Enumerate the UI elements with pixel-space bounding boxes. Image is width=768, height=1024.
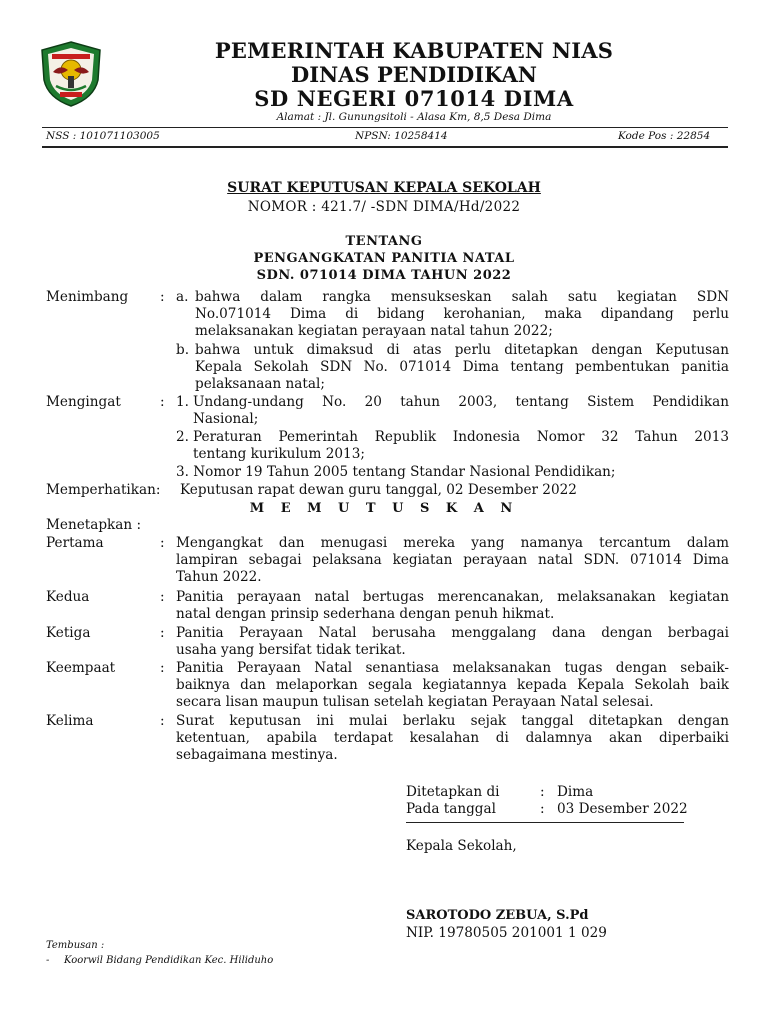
- document-title-text: SURAT KEPUTUSAN KEPALA SEKOLAH: [227, 180, 541, 196]
- document-title: [0, 180, 768, 196]
- ditetapkan-colon: :: [540, 784, 545, 800]
- document-number: NOMOR : 421.7/ -SDN DIMA/Hd/2022: [247, 199, 521, 215]
- kelima-line3: sebagaimana mestinya.: [176, 747, 338, 763]
- ketiga-line2: usaha yang bersifat tidak terikat.: [176, 642, 406, 658]
- mengingat-3-line: 3. Nomor 19 Tahun 2005 tentang Standar Nasional Pendidikan;: [176, 464, 616, 480]
- menimbang-colon: :: [160, 289, 165, 305]
- keempat-line2: baiknya dan melaporkan segala kegiatannya kepada Kepala Sekolah baik: [176, 677, 729, 693]
- tentang-subject: PENGANGKATAN PANITIA NATAL: [253, 251, 515, 266]
- header-school: SD NEGERI 071014 DIMA: [254, 86, 574, 111]
- keempat-colon: :: [160, 660, 165, 676]
- header-nss: NSS : 101071103005: [46, 130, 160, 142]
- menimbang-label: Menimbang: [46, 289, 129, 305]
- header-department: DINAS PENDIDIKAN: [291, 62, 537, 87]
- pertama-line2: lampiran sebagai pelaksana kegiatan perayaan natal SDN. 071014 Dima: [176, 552, 729, 568]
- menimbang-b-line1: bahwa untuk dimaksud di atas perlu ditetapkan dengan Keputusan: [195, 342, 729, 358]
- signature-role: Kepala Sekolah,: [406, 838, 517, 854]
- kedua-line2: natal dengan prinsip sederhana dengan penuh hikmat.: [176, 606, 555, 622]
- kedua-label: Kedua: [46, 589, 90, 605]
- ditetapkan-label: Ditetapkan di: [406, 784, 500, 800]
- kedua-colon: :: [160, 589, 165, 605]
- kelima-line1: Surat keputusan ini mulai berlaku sejak tanggal ditetapkan dengan: [176, 713, 729, 729]
- tentang-label: TENTANG: [345, 234, 423, 249]
- mengingat-colon: :: [160, 394, 165, 410]
- header-government: PEMERINTAH KABUPATEN NIAS: [214, 38, 614, 63]
- pertama-line1: Mengangkat dan menugasi mereka yang namanya tercantum dalam: [176, 535, 729, 551]
- menimbang-a-line1: bahwa dalam rangka mensukseskan salah satu kegiatan SDN: [195, 289, 729, 305]
- pertama-colon: :: [160, 535, 165, 551]
- mengingat-1-line1: Undang-undang No. 20 tahun 2003, tentang Sistem Pendidikan: [193, 394, 729, 410]
- header-address: Alamat : Jl. Gunungsitoli - Alasa Km, 8,5 Desa Dima: [276, 111, 552, 123]
- mengingat-label: Mengingat: [46, 394, 121, 410]
- mengingat-2-line2: tentang kurikulum 2013;: [193, 446, 365, 462]
- mengingat-1-line2: Nasional;: [193, 411, 259, 427]
- memutuskan-heading: M E M U T U S K A N: [249, 501, 519, 516]
- tanggal-colon: :: [540, 801, 545, 817]
- ketiga-colon: :: [160, 625, 165, 641]
- regency-emblem-icon: [38, 40, 104, 108]
- menimbang-b-marker: b.: [176, 342, 190, 358]
- header-rule-top: [42, 127, 728, 128]
- keempat-line1: Panitia Perayaan Natal senantiasa melaksanakan tugas dengan sebaik-: [176, 660, 729, 676]
- header-npsn: NPSN: 10258414: [355, 130, 448, 142]
- signature-name: SAROTODO ZEBUA, S.Pd: [406, 908, 589, 923]
- ketiga-label: Ketiga: [46, 625, 91, 641]
- mengingat-2-line1: Peraturan Pemerintah Republik Indonesia Nomor 32 Tahun 2013: [193, 429, 729, 445]
- tanggal-value: 03 Desember 2022: [557, 801, 688, 817]
- menetapkan-label: Menetapkan :: [46, 517, 142, 533]
- tembusan-dash: -: [46, 955, 50, 966]
- header-rule-bottom: [42, 146, 728, 148]
- menimbang-b-line3: pelaksanaan natal;: [195, 376, 325, 392]
- mengingat-1-marker: 1.: [176, 394, 189, 410]
- tembusan-label: Tembusan :: [46, 940, 105, 951]
- menimbang-a-line3: melaksanakan kegiatan perayaan natal tahun 2022;: [195, 323, 553, 339]
- ditetapkan-value: Dima: [557, 784, 594, 800]
- kelima-line2: ketentuan, apabila terdapat kesalahan di dalamnya akan diperbaiki: [176, 730, 729, 746]
- tentang-school-year: SDN. 071014 DIMA TAHUN 2022: [256, 268, 512, 283]
- pertama-label: Pertama: [46, 535, 104, 551]
- mengingat-2-marker: 2.: [176, 429, 189, 445]
- ketiga-line1: Panitia Perayaan Natal berusaha menggalang dana dengan berbagai: [176, 625, 729, 641]
- memperhatikan-label: Memperhatikan:: [46, 482, 161, 498]
- keempat-line3: secara lisan maupun tulisan setelah kegiatan Perayaan Natal selesai.: [176, 694, 654, 710]
- tanggal-label: Pada tanggal: [406, 801, 496, 817]
- tembusan-item: Koorwil Bidang Pendidikan Kec. Hiliduho: [64, 955, 274, 966]
- kelima-label: Kelima: [46, 713, 94, 729]
- menimbang-a-marker: a.: [176, 289, 189, 305]
- menimbang-b-line2: Kepala Sekolah SDN No. 071014 Dima tentang pembentukan panitia: [195, 359, 729, 375]
- kedua-line1: Panitia perayaan natal bertugas merencanakan, melaksanakan kegiatan: [176, 589, 729, 605]
- signature-nip: NIP. 19780505 201001 1 029: [406, 925, 607, 941]
- signature-date-rule: [406, 822, 684, 823]
- menimbang-a-line2: No.071014 Dima di bidang kerohanian, maka dipandang perlu: [195, 306, 729, 322]
- memperhatikan-text: Keputusan rapat dewan guru tanggal, 02 Desember 2022: [180, 482, 577, 498]
- keempat-label: Keempaat: [46, 660, 116, 676]
- kelima-colon: :: [160, 713, 165, 729]
- header-kodepos: Kode Pos : 22854: [618, 130, 711, 142]
- pertama-line3: Tahun 2022.: [176, 569, 262, 585]
